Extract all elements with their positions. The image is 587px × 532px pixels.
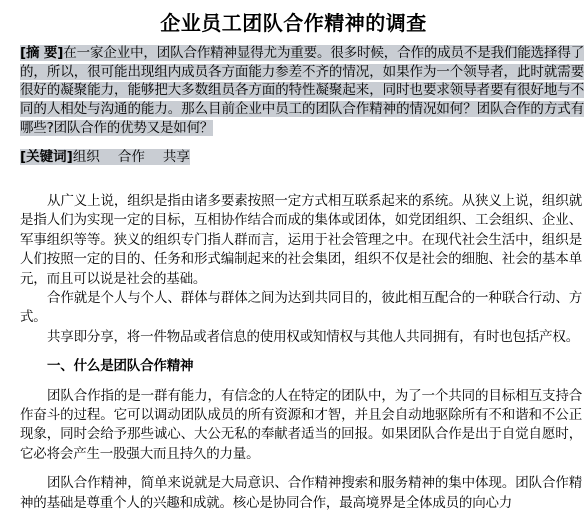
paragraph-organization: 从广义上说，组织是指由诸多要素按照一定方式相互联系起来的系统。从狭义上说，组织就是指人们为实现一定的目标，互相协作结合而成的集体或团体，如党团组织、工会组织、企业、军事组织等等。狭义的组织专门指人群而言，运用于社会管理之中。在现代社会生活中，组织是人们按照一定的目的、任务和形式编制起来的社会集团，组织不仅是社会的细胞、社会的基本单元，而且可以说是社会的基础。 xyxy=(20,193,582,287)
paragraph-sharing: 共享即分享，将一件物品或者信息的使用权或知情权与其他人共同拥有，有时也包括产权。 xyxy=(47,328,579,345)
body-text xyxy=(20,192,582,513)
keywords-block xyxy=(20,148,584,167)
keywords-label: [关键词] xyxy=(20,149,73,165)
keyword-item: 合作 xyxy=(117,149,145,165)
abstract-text: 在一家企业中，团队合作精神显得尤为重要。很多时候，合作的成员不是我们能选择得了的，所以，很可能出现组内成员各方面能力参差不齐的情况，如果作为一个领导者，此时就需要很好的凝聚能力，能够把大多数组员各方面的特性凝聚起来，同时也要求领导者要有很好地与不同的人相处与沟通的能力。那么目前企业中员工的团队合作精神的情况如何？团队合作的方式有哪些?团队合作的优势又是如何？ xyxy=(20,45,584,136)
keyword-item: 组织 xyxy=(72,149,100,165)
abstract-label: [摘 要] xyxy=(20,45,64,61)
abstract-block xyxy=(20,44,584,138)
keyword-item: 共享 xyxy=(162,149,190,165)
document-title: 企业员工团队合作精神的调查 xyxy=(160,11,427,35)
paragraph-teamwork-definition: 团队合作指的是一群有能力，有信念的人在特定的团队中，为了一个共同的目标相互支持合作奋斗的过程。它可以调动团队成员的所有资源和才智，并且会自动地驱除所有不和谐和不公正现象，同时会给予那些诚心、大公无私的奉献者适当的回报。如果团队合作是出于自觉自愿时，它必将会产生一股强大而且持久的力量。 xyxy=(20,387,582,462)
paragraph-teamwork-spirit: 团队合作精神，简单来说就是大局意识、合作精神搜索和服务精神的集中体现。团队合作精神的基础是尊重个人的兴趣和成就。核心是协同合作，最高境界是全体成员的向心力 xyxy=(20,475,582,511)
paragraph-cooperation: 合作就是个人与个人、群体与群体之间为达到共同目的，彼此相互配合的一种联合行动、方式。 xyxy=(20,290,582,326)
section-heading: 一、什么是团队合作精神 xyxy=(47,358,194,375)
